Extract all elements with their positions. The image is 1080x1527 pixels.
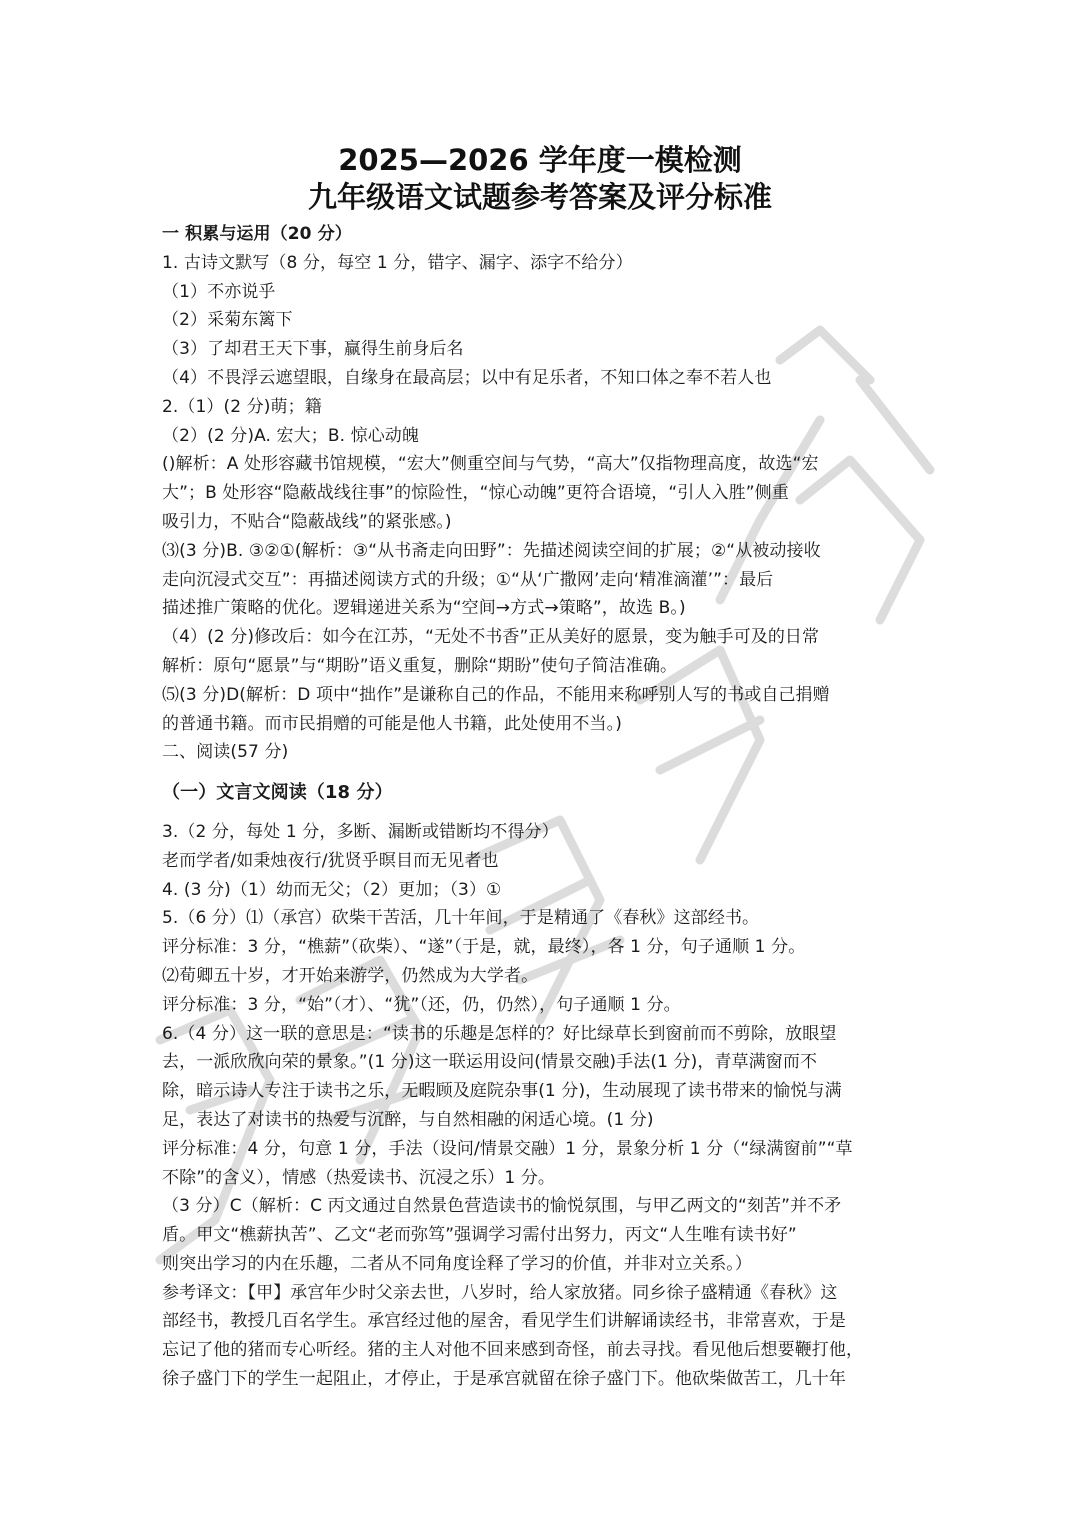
text-line: 足，表达了对读书的热爱与沉醉，与自然相融的闲适心境。(1 分) [162, 1109, 654, 1130]
text-line: 除，暗示诗人专注于读书之乐，无暇顾及庭院杂事(1 分)，生动展现了读书带来的愉悦与满 [162, 1081, 842, 1102]
text-line: ()解析：A 处形容藏书馆规模，“宏大”侧重空间与气势，“高大”仅指物理高度，故选“宏 [162, 454, 819, 475]
text-line: （2）采菊东篱下 [162, 310, 293, 331]
text-line: 忘记了他的猪而专心听经。猪的主人对他不回来感到奇怪，前去寻找。看见他后想要鞭打他， [162, 1340, 864, 1361]
text-line: 大”；B 处形容“隐蔽战线往事”的惊险性，“惊心动魄”更符合语境，“引人入胜”侧重 [162, 483, 789, 504]
title-block [0, 142, 1080, 216]
text-line: （4）(2 分)修改后：如今在江苏，“无处不书香”正从美好的愿景，变为触手可及的日常 [162, 627, 820, 648]
text-line: 不除”的含义），情感（热爱读书、沉浸之乐）1 分。 [162, 1167, 556, 1188]
text-line: 评分标准：4 分，句意 1 分，手法（设问/情景交融）1 分，景象分析 1 分（“绿满窗前”“草 [162, 1138, 853, 1159]
section-heading-accumulation: 一 积累与运用（20 分） [162, 224, 352, 244]
document-title-line2: 九年级语文试题参考答案及评分标准 [307, 180, 772, 214]
text-line: 走向沉浸式交互”：再描述阅读方式的升级；①“从‘广撒网’走向‘精准滴灌’”：最后 [162, 569, 774, 590]
text-line: 参考译文：【甲】承宫年少时父亲去世，八岁时，给人家放猪。同乡徐子盛精通《春秋》这 [162, 1282, 838, 1303]
text-line: 6.（4 分）这一联的意思是：“读书的乐趣是怎样的？好比绿草长到窗前而不剪除，放眼望 [162, 1023, 837, 1044]
text-line: （4）不畏浮云遮望眼，自缘身在最高层；以中有足乐者，不知口体之奉不若人也 [162, 367, 772, 388]
text-line: （3 分）C（解析：C 丙文通过自然景色营造读书的愉悦氛围，与甲乙两文的“刻苦”并不矛 [162, 1196, 842, 1217]
text-line: 徐子盛门下的学生一起阻止，才停止，于是承宫就留在徐子盛门下。他砍柴做苦工，几十年 [162, 1369, 846, 1390]
text-line: 吸引力，不贴合“隐蔽战线”的紧张感。) [162, 511, 452, 532]
answer-body [162, 220, 924, 1394]
document-title-line1: 2025—2026 学年度一模检测 [338, 143, 742, 177]
section-heading-reading: 二、阅读(57 分) [162, 742, 289, 763]
text-line: 老而学者/如秉烛夜行/犹贤乎暝目而无见者也 [162, 850, 499, 871]
text-line: 部经书，教授几百名学生。承宫经过他的屋舍，看见学生们讲解诵读经书，非常喜欢，于是 [162, 1311, 846, 1332]
text-line: 则突出学习的内在乐趣，二者从不同角度诠释了学习的价值，并非对立关系。） [162, 1253, 752, 1274]
text-line: ⑶(3 分)B. ③②①(解析：③“从书斋走向田野”：先描述阅读空间的扩展；②“从被动接收 [162, 540, 821, 561]
text-line: 4. (3 分)（1）幼而无父；（2）更加；（3）① [162, 879, 502, 900]
text-line: 3.（2 分，每处 1 分，多断、漏断或错断均不得分） [162, 821, 559, 842]
text-line: 盾。甲文“樵薪执苦”、乙文“老而弥笃”强调学习需付出努力，丙文“人生唯有读书好” [162, 1225, 797, 1246]
text-line: 描述推广策略的优化。逻辑递进关系为“空间→方式→策略”，故选 B。) [162, 598, 686, 619]
text-line: 评分标准：3 分，“樵薪”（砍柴）、“遂”（于是，就，最终），各 1 分，句子通顺 1 分。 [162, 937, 806, 958]
text-line: （1）不亦说乎 [162, 281, 276, 302]
text-line: （2）(2 分)A. 宏大；B. 惊心动魄 [162, 425, 420, 446]
text-line: 解析：原句“愿景”与“期盼”语义重复，删除“期盼”使句子简洁准确。 [162, 655, 678, 676]
text-line: 评分标准：3 分，“始”（才）、“犹”（还，仍，仍然），句子通顺 1 分。 [162, 994, 681, 1015]
text-line: （3）了却君王天下事，赢得生前身后名 [162, 339, 464, 360]
text-line: 的普通书籍。而市民捐赠的可能是他人书籍，此处使用不当。) [162, 713, 622, 734]
subsection-heading-classical: （一）文言文阅读（18 分） [162, 782, 393, 804]
text-line: 5.（6 分）⑴（承宫）砍柴干苦活，几十年间，于是精通了《春秋》这部经书。 [162, 908, 760, 929]
text-line: 2.（1）(2 分)萌；籍 [162, 396, 322, 417]
text-line: ⑸(3 分)D(解析：D 项中“拙作”是谦称自己的作品，不能用来称呼别人写的书或自己捐赠 [162, 684, 830, 705]
text-line: 1. 古诗文默写（8 分，每空 1 分，错字、漏字、添字不给分） [162, 252, 633, 273]
text-line: ⑵荀卿五十岁，才开始来游学，仍然成为大学者。 [162, 965, 539, 986]
text-line: 去，一派欣欣向荣的景象。”(1 分)这一联运用设问(情景交融)手法(1 分)，青草满窗而不 [162, 1052, 818, 1073]
